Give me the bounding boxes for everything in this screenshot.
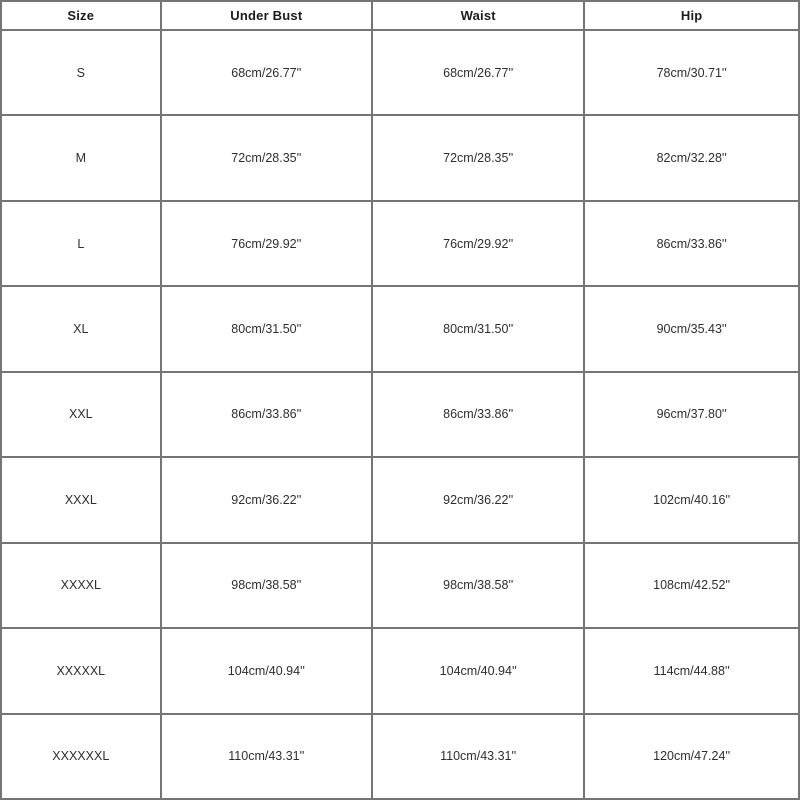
- table-row: [1, 115, 799, 200]
- column-header-hip: Hip: [584, 1, 799, 30]
- measurement-cell: 96cm/37.80'': [584, 372, 799, 457]
- measurement-cell: 86cm/33.86'': [161, 372, 372, 457]
- measurement-cell: 80cm/31.50'': [161, 286, 372, 371]
- size-label-cell: XXXXXL: [1, 628, 161, 713]
- table-row: [1, 457, 799, 542]
- measurement-cell: 78cm/30.71'': [584, 30, 799, 115]
- table-row: [1, 714, 799, 800]
- measurement-cell: 104cm/40.94'': [372, 628, 584, 713]
- measurement-cell: 98cm/38.58'': [161, 543, 372, 628]
- size-label-cell: XXXXL: [1, 543, 161, 628]
- measurement-cell: 80cm/31.50'': [372, 286, 584, 371]
- measurement-cell: 76cm/29.92'': [161, 201, 372, 286]
- measurement-cell: 86cm/33.86'': [372, 372, 584, 457]
- size-label-cell: XL: [1, 286, 161, 371]
- measurement-cell: 108cm/42.52'': [584, 543, 799, 628]
- column-header-size: Size: [1, 1, 161, 30]
- measurement-cell: 114cm/44.88'': [584, 628, 799, 713]
- measurement-cell: 104cm/40.94'': [161, 628, 372, 713]
- column-header-under-bust: Under Bust: [161, 1, 372, 30]
- measurement-cell: 92cm/36.22'': [372, 457, 584, 542]
- measurement-cell: 110cm/43.31'': [372, 714, 584, 800]
- table-row: [1, 372, 799, 457]
- measurement-cell: 98cm/38.58'': [372, 543, 584, 628]
- measurement-cell: 68cm/26.77'': [372, 30, 584, 115]
- size-label-cell: XXXXXXL: [1, 714, 161, 800]
- table-row: [1, 543, 799, 628]
- measurement-cell: 72cm/28.35'': [372, 115, 584, 200]
- table-row: [1, 628, 799, 713]
- measurement-cell: 110cm/43.31'': [161, 714, 372, 800]
- size-label-cell: M: [1, 115, 161, 200]
- size-label-cell: L: [1, 201, 161, 286]
- measurement-cell: 82cm/32.28'': [584, 115, 799, 200]
- measurement-cell: 76cm/29.92'': [372, 201, 584, 286]
- table-row: [1, 286, 799, 371]
- size-label-cell: XXXL: [1, 457, 161, 542]
- table-row: [1, 201, 799, 286]
- measurement-cell: 86cm/33.86'': [584, 201, 799, 286]
- measurement-cell: 120cm/47.24'': [584, 714, 799, 800]
- header-row: [1, 1, 799, 30]
- size-label-cell: XXL: [1, 372, 161, 457]
- measurement-cell: 68cm/26.77'': [161, 30, 372, 115]
- size-label-cell: S: [1, 30, 161, 115]
- table-body: [1, 30, 799, 799]
- measurement-cell: 92cm/36.22'': [161, 457, 372, 542]
- table-row: [1, 30, 799, 115]
- measurement-cell: 72cm/28.35'': [161, 115, 372, 200]
- measurement-cell: 102cm/40.16'': [584, 457, 799, 542]
- measurement-cell: 90cm/35.43'': [584, 286, 799, 371]
- column-header-waist: Waist: [372, 1, 584, 30]
